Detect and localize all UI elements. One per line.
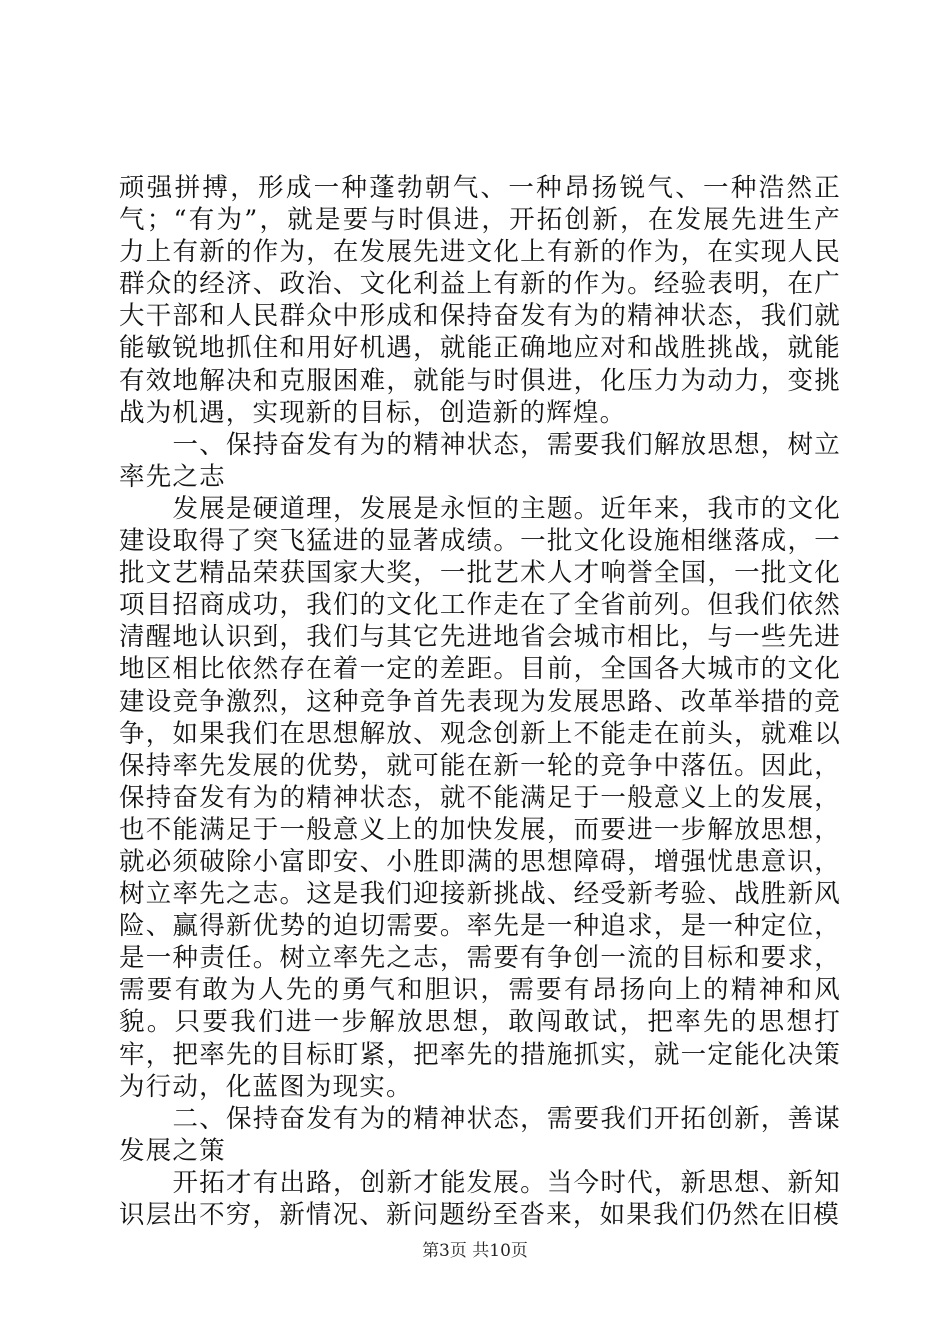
section-heading-1: 一、保持奋发有为的精神状态，需要我们解放思想，树立率先之志 (119, 429, 841, 492)
paragraph-section-1: 发展是硬道理，发展是永恒的主题。近年来，我市的文化建设取得了突飞猛进的显著成绩。一批文化设施相继落成，一批文艺精品荣获国家大奖，一批艺术人才响誉全国，一批文化项目招商成功，我们的文化工作走在了全省前列。但我们依然清醒地认识到，我们与其它先进地省会城市相比，与一些先进地区相比依然存在着一定的差距。目前，全国各大城市的文化建设竞争激烈，这种竞争首先表现为发展思路、改革举措的竞争，如果我们在思想解放、观念创新上不能走在前头，就难以保持率先发展的优势，就可能在新一轮的竞争中落伍。因此，保持奋发有为的精神状态，就不能满足于一般意义上的发展，也不能满足于一般意义上的加快发展，而要进一步解放思想，就必须破除小富即安、小胜即满的思想障碍，增强忧患意识，树立率先之志。这是我们迎接新挑战、经受新考验、战胜新风险、赢得新优势的迫切需要。率先是一种追求，是一种定位，是一种责任。树立率先之志，需要有争创一流的目标和要求，需要有敢为人先的勇气和胆识，需要有昂扬向上的精神和风貌。只要我们进一步解放思想，敢闯敢试，把率先的思想打牢，把率先的目标盯紧，把率先的措施抓实，就一定能化决策为行动，化蓝图为现实。 (119, 493, 841, 1102)
document-body (119, 172, 841, 1231)
page-number: 第3页 共10页 (422, 1241, 528, 1261)
paragraph-section-2: 开拓才有出路，创新才能发展。当今时代，新思想、新知识层出不穷，新情况、新问题纷至沓来，如果我们仍然在旧模 (119, 1167, 841, 1230)
paragraph-continuation: 顽强拼搏，形成一种蓬勃朝气、一种昂扬锐气、一种浩然正气；“有为”，就是要与时俱进，开拓创新，在发展先进生产力上有新的作为，在发展先进文化上有新的作为，在实现人民群众的经济、政治、文化利益上有新的作为。经验表明，在广大干部和人民群众中形成和保持奋发有为的精神状态，我们就能敏锐地抓住和用好机遇，就能正确地应对和战胜挑战，就能有效地解决和克服困难，就能与时俱进，化压力为动力，变挑战为机遇，实现新的目标，创造新的辉煌。 (119, 173, 841, 428)
page-footer (0, 1240, 950, 1262)
section-heading-2: 二、保持奋发有为的精神状态，需要我们开拓创新，善谋发展之策 (119, 1103, 841, 1166)
